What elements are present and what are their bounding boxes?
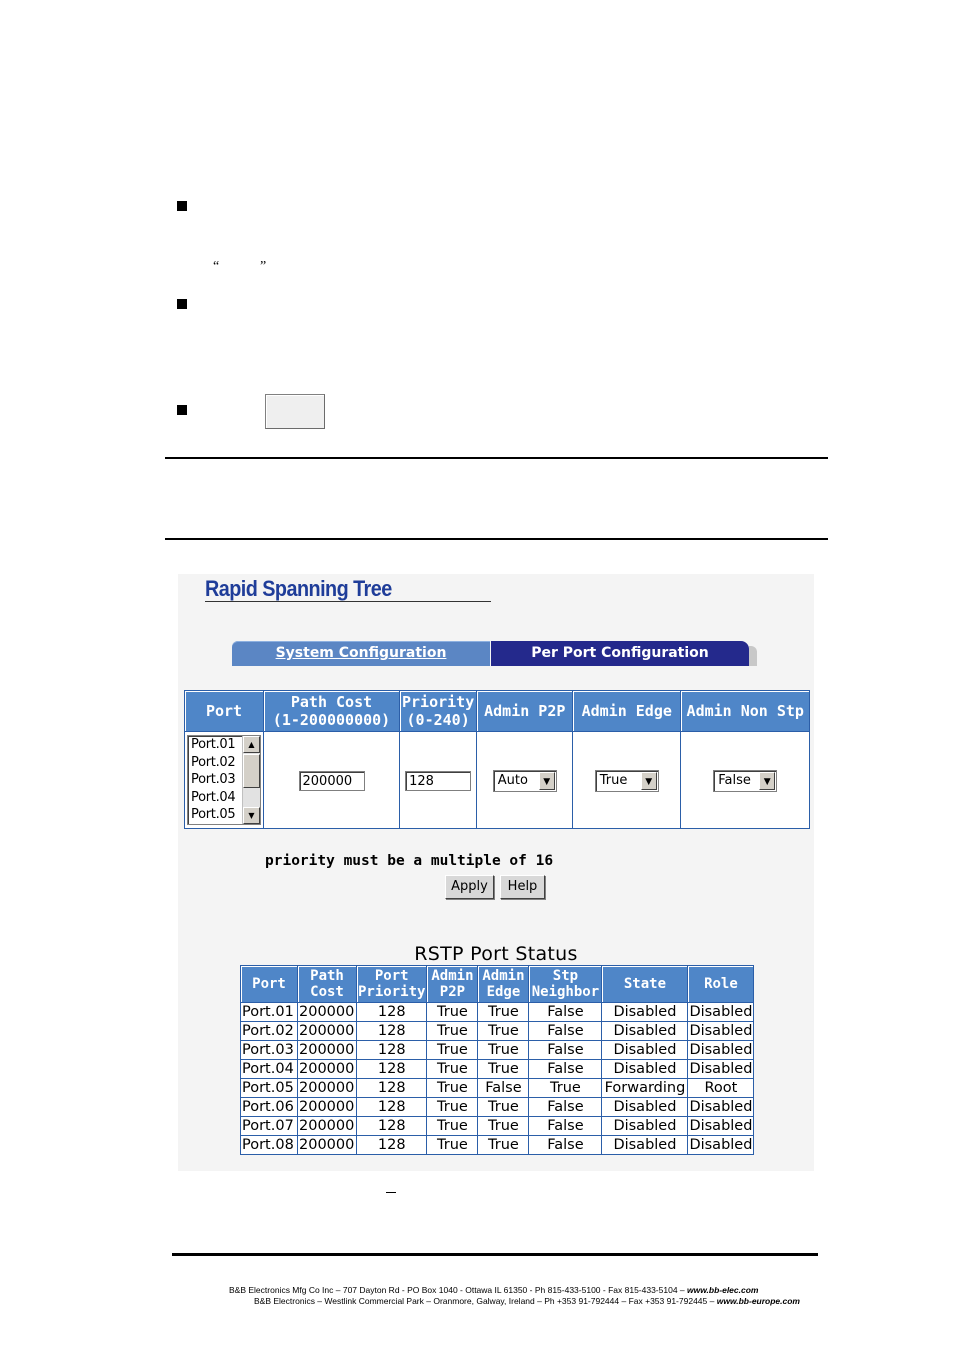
col-admin-p2p: Admin P2P xyxy=(477,691,573,732)
status-cell: True xyxy=(427,1098,478,1117)
status-cell: False xyxy=(478,1079,529,1098)
status-col: Admin Edge xyxy=(478,966,529,1003)
status-cell: Disabled xyxy=(689,1042,753,1058)
table-row xyxy=(241,1136,754,1155)
caption-dash xyxy=(386,1192,396,1193)
dropdown-arrow-icon[interactable]: ▼ xyxy=(759,772,775,790)
status-cell: 128 xyxy=(357,1060,427,1079)
rstp-port-status-table xyxy=(240,965,754,1155)
status-col: Admin P2P xyxy=(427,966,478,1003)
status-cell: 200000 xyxy=(298,1060,357,1079)
open-quote: “ xyxy=(213,259,220,274)
status-cell: 128 xyxy=(357,1003,427,1022)
status-cell: 200000 xyxy=(298,1136,357,1155)
dropdown-arrow-icon[interactable]: ▼ xyxy=(641,772,657,790)
status-cell: Port.01 xyxy=(241,1003,298,1022)
scroll-thumb[interactable] xyxy=(243,754,260,788)
status-cell: True xyxy=(478,1060,529,1079)
status-cell: Disabled xyxy=(602,1117,688,1136)
status-cell: True xyxy=(427,1041,478,1060)
status-cell: Disabled xyxy=(689,1118,753,1134)
cell-admin-p2p xyxy=(477,732,573,829)
status-cell: 200000 xyxy=(298,1079,357,1098)
status-cell: True xyxy=(427,1003,478,1022)
status-cell: True xyxy=(478,1098,529,1117)
status-cell: 200000 xyxy=(298,1022,357,1041)
admin-non-stp-value: False xyxy=(718,772,751,788)
path-cost-input[interactable]: 200000 xyxy=(299,771,365,791)
footer-address-eu: B&B Electronics – Westlink Commercial Park – Oranmore, Galway, Ireland – Ph +353 91-792444 – Fax +353 91-792445 – xyxy=(254,1296,717,1306)
bullet-1 xyxy=(177,201,187,211)
status-body xyxy=(241,1003,754,1155)
status-cell: True xyxy=(478,1117,529,1136)
admin-p2p-value: Auto xyxy=(497,772,528,788)
status-cell: Disabled xyxy=(689,1137,753,1153)
status-cell: Disabled xyxy=(689,1004,753,1020)
status-cell: 128 xyxy=(357,1022,427,1041)
status-cell: True xyxy=(478,1041,529,1060)
col-admin-edge: Admin Edge xyxy=(573,691,681,732)
admin-edge-value: True xyxy=(599,772,628,788)
rule-bottom xyxy=(165,538,828,540)
table-row xyxy=(241,1098,754,1117)
rstp-screenshot-panel xyxy=(178,574,814,1171)
status-cell: 128 xyxy=(357,1117,427,1136)
col-admin-non-stp: Admin Non Stp xyxy=(681,691,810,732)
status-col: Stp Neighbor xyxy=(529,966,602,1003)
status-cell: 200000 xyxy=(298,1003,357,1022)
status-cell: 200000 xyxy=(298,1098,357,1117)
col-path-cost-line1: Path Cost xyxy=(290,693,373,711)
admin-p2p-select[interactable] xyxy=(493,770,557,792)
status-cell: True xyxy=(427,1136,478,1155)
status-cell: Disabled xyxy=(602,1022,688,1041)
table-row xyxy=(241,1003,754,1022)
status-cell: True xyxy=(427,1022,478,1041)
page-title: Rapid Spanning Tree xyxy=(205,576,392,601)
table-row xyxy=(241,1022,754,1041)
status-cell: 200000 xyxy=(298,1041,357,1060)
status-cell: False xyxy=(529,1022,602,1041)
col-priority xyxy=(400,691,477,732)
status-cell: Disabled xyxy=(602,1136,688,1155)
tab-shadow xyxy=(749,646,757,666)
status-cell: False xyxy=(529,1117,602,1136)
status-cell: Port.07 xyxy=(241,1117,298,1136)
cell-port-list xyxy=(185,732,264,829)
status-cell: 128 xyxy=(357,1041,427,1060)
scroll-up-icon[interactable]: ▲ xyxy=(243,736,260,753)
footer-line-2 xyxy=(254,1296,800,1306)
bullet-2 xyxy=(177,299,187,309)
port-option[interactable]: Port.04 xyxy=(191,789,236,805)
blank-button-image xyxy=(265,394,325,429)
title-underline xyxy=(205,601,491,602)
status-cell: 128 xyxy=(357,1098,427,1117)
port-option[interactable]: Port.05 xyxy=(191,807,236,822)
cell-admin-edge xyxy=(573,732,681,829)
status-cell: Disabled xyxy=(689,1061,753,1077)
table-row xyxy=(241,1060,754,1079)
priority-input[interactable]: 128 xyxy=(405,771,471,791)
status-col: State xyxy=(602,966,688,1003)
status-cell: Port.04 xyxy=(241,1060,298,1079)
port-option[interactable]: Port.03 xyxy=(191,772,236,787)
footer-rule xyxy=(172,1253,818,1256)
status-col: Port Priority xyxy=(357,966,427,1003)
status-cell: True xyxy=(427,1060,478,1079)
status-cell: 128 xyxy=(357,1136,427,1155)
help-button[interactable]: Help xyxy=(500,875,545,899)
status-cell: True xyxy=(478,1022,529,1041)
scroll-down-icon[interactable]: ▼ xyxy=(243,807,260,824)
per-port-config-table xyxy=(184,690,810,829)
status-cell: 200000 xyxy=(298,1117,357,1136)
table-row xyxy=(241,1041,754,1060)
cell-priority xyxy=(400,732,477,829)
status-cell: Port.03 xyxy=(241,1041,298,1060)
status-col: Role xyxy=(688,966,754,1003)
close-quote: ” xyxy=(260,259,267,274)
status-cell: Port.08 xyxy=(241,1136,298,1155)
port-listbox[interactable] xyxy=(187,735,261,825)
status-cell: Root xyxy=(688,1079,754,1098)
table-row xyxy=(241,1079,754,1098)
status-cell: True xyxy=(529,1079,602,1098)
status-col: Path Cost xyxy=(298,966,357,1003)
port-option[interactable]: Port.01 xyxy=(191,737,236,752)
status-cell: Disabled xyxy=(689,1023,753,1039)
tab-label: Per Port Configuration xyxy=(531,645,709,661)
status-cell: Port.02 xyxy=(241,1022,298,1041)
col-priority-line2: (0-240) xyxy=(406,711,470,729)
status-cell: True xyxy=(427,1079,478,1098)
col-port: Port xyxy=(185,691,264,732)
rule-top xyxy=(165,457,828,459)
tab-label: System Configuration xyxy=(275,645,447,661)
footer-address-us: B&B Electronics Mfg Co Inc – 707 Dayton Rd - PO Box 1040 - Ottawa IL 61350 - Ph 815-433-5100 - Fax 815-433-5104 – xyxy=(229,1285,687,1295)
port-option[interactable]: Port.02 xyxy=(191,754,236,770)
status-cell: True xyxy=(478,1136,529,1155)
admin-non-stp-select[interactable] xyxy=(713,770,777,792)
status-cell: False xyxy=(529,1060,602,1079)
tab-per-port-configuration[interactable] xyxy=(491,641,749,666)
priority-note: priority must be a multiple of 16 xyxy=(265,853,554,869)
col-path-cost-line2: (1-200000000) xyxy=(272,711,391,729)
tab-system-configuration[interactable] xyxy=(232,641,490,666)
dropdown-arrow-icon[interactable]: ▼ xyxy=(539,772,555,790)
status-cell: True xyxy=(427,1117,478,1136)
apply-button[interactable]: Apply xyxy=(445,875,494,899)
cell-path-cost xyxy=(264,732,400,829)
status-cell: Disabled xyxy=(602,1041,688,1060)
status-cell: Forwarding xyxy=(602,1079,688,1098)
col-priority-line1: Priority xyxy=(402,693,475,711)
status-cell: False xyxy=(529,1041,602,1060)
table-row xyxy=(241,1117,754,1136)
footer-line-1 xyxy=(229,1285,758,1295)
status-cell: 128 xyxy=(357,1079,427,1098)
status-cell: Disabled xyxy=(602,1060,688,1079)
status-col: Port xyxy=(241,966,298,1003)
status-cell: Disabled xyxy=(602,1003,688,1022)
admin-edge-select[interactable] xyxy=(595,770,659,792)
cell-admin-non-stp xyxy=(681,732,810,829)
status-cell: Port.06 xyxy=(241,1098,298,1117)
status-cell: True xyxy=(478,1003,529,1022)
status-cell: False xyxy=(529,1003,602,1022)
footer-link-us[interactable]: www.bb-elec.com xyxy=(687,1285,759,1295)
bullet-3 xyxy=(177,405,187,415)
status-header-row xyxy=(241,966,754,1003)
status-cell: False xyxy=(529,1136,602,1155)
footer-link-eu[interactable]: www.bb-europe.com xyxy=(716,1296,800,1306)
col-path-cost xyxy=(264,691,400,732)
status-cell: False xyxy=(529,1098,602,1117)
status-title: RSTP Port Status xyxy=(414,943,578,965)
status-cell: Disabled xyxy=(689,1099,753,1115)
status-cell: Port.05 xyxy=(241,1079,298,1098)
listbox-scrollbar[interactable] xyxy=(242,736,260,824)
status-cell: Disabled xyxy=(602,1098,688,1117)
